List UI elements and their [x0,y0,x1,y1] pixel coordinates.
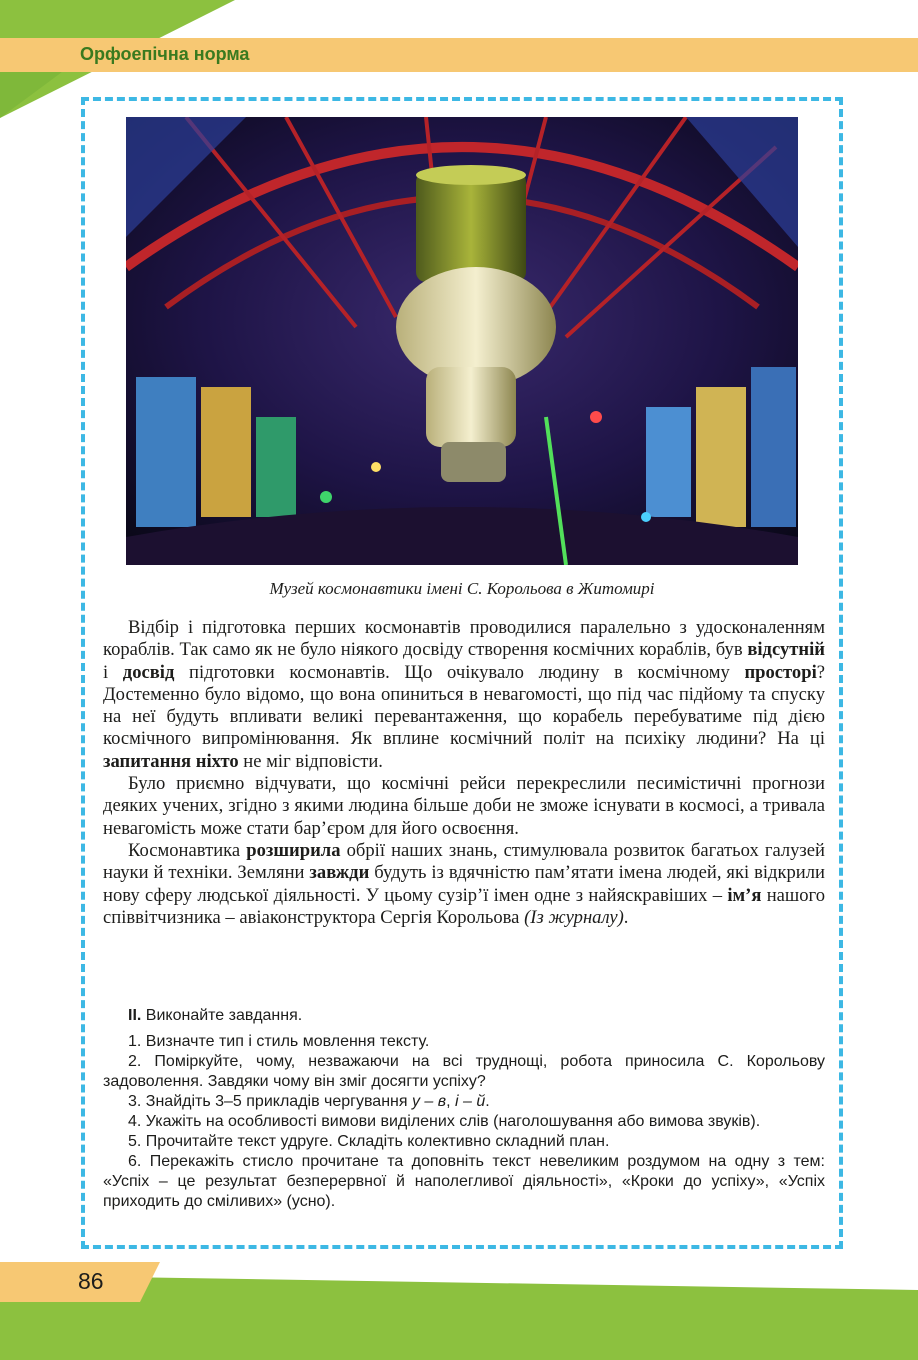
text-run: і [103,661,123,683]
highlighted-word: ім’я [727,884,762,906]
text-run: підготовки космонавтів. Що очікувало людину в космічному [174,661,745,683]
article-paragraph-1 [103,617,825,773]
text-run: Відбір і підготовка перших космонавтів проводилися паралельно з удосконаленням кораблів. Так само як не було ніякого досвіду створення космічних кораблів, був [103,617,825,661]
highlighted-word: запитання ніхто [103,750,239,772]
highlighted-word: відсутній [747,639,825,661]
text-run: 3. Знайдіть 3–5 прикладів чергування [128,1093,412,1110]
text-run: ? Достеменно було відомо, що вона опиниться в невагомості, що під час підйому та спуску на неї будуть впливати великі перевантаження, що корабель перебуватиме під дією космічного випромінювання. Як вплине космічний політ на психіку людини? На ці [103,661,825,750]
task-item: 4. Укажіть на особливості вимови виділених слів (наголошування або вимова звуків). [128,1113,761,1130]
photo-caption: Музей космонавтики імені С. Корольова в Житомирі [269,579,655,598]
text-run: нашого співвітчизника – авіаконструктора Сергія Корольова [103,884,825,928]
article-paragraph-3 [103,840,825,929]
tasks-heading-text: Виконайте завдання. [141,1007,303,1024]
text-run: . [623,906,629,928]
tasks-block [103,1006,825,1212]
task-item [103,1092,825,1112]
highlighted-word: завжди [309,862,370,884]
tasks-roman-numeral: II. [128,1007,142,1024]
museum-photo [126,117,798,565]
page-number: 86 [78,1268,104,1294]
text-run: , [446,1093,456,1110]
section-title: Орфоепічна норма [80,44,250,64]
highlighted-word: досвід [122,661,175,683]
alternation-example: і – й [455,1093,486,1110]
text-run: . [485,1093,490,1110]
task-item: 6. Перекажіть стисло прочитане та доповніть текст невеликим роздумом на одну з тем: «Успіх – це результат безперервної й наполегливої діяльності», «Кроки до успіху», «Успіх приходить до сміливих» (усно). [103,1153,825,1210]
task-item: 1. Визначте тип і стиль мовлення тексту. [128,1033,430,1050]
tasks-heading [103,1006,825,1026]
text-run: будуть із вдячністю пам’ятати імена людей, які відкрили нову сферу людської діяльності. У цьому сузір’ї імен одне з найяскравіших – [103,862,825,906]
article-text [103,617,825,929]
source-reference: (Із журналу) [524,906,624,928]
task-item: 5. Прочитайте текст удруге. Складіть колективно складний план. [128,1133,610,1150]
alternation-example: у – в [411,1093,447,1110]
text-run: не міг відповісти. [238,750,383,772]
text-run: Космонавтика [128,839,247,861]
highlighted-word: розширила [246,839,341,861]
text-run: обрії наших знань, стимулювала розвиток багатьох галузей науки й техніки. Земляни [103,839,825,884]
article-paragraph-2: Було приємно відчувати, що космічні рейси перекреслили песимістичні прогнози деяких учених, згідно з якими людина більше доби не зможе існувати в космосі, а тривала невагомість може стати бар’єром для його освоєння. [103,773,825,839]
highlighted-word: просторі [744,661,817,683]
task-item: 2. Поміркуйте, чому, незважаючи на всі труднощі, робота приносила С. Корольову задоволення. Завдяки чому він зміг досягти успіху? [103,1053,825,1090]
